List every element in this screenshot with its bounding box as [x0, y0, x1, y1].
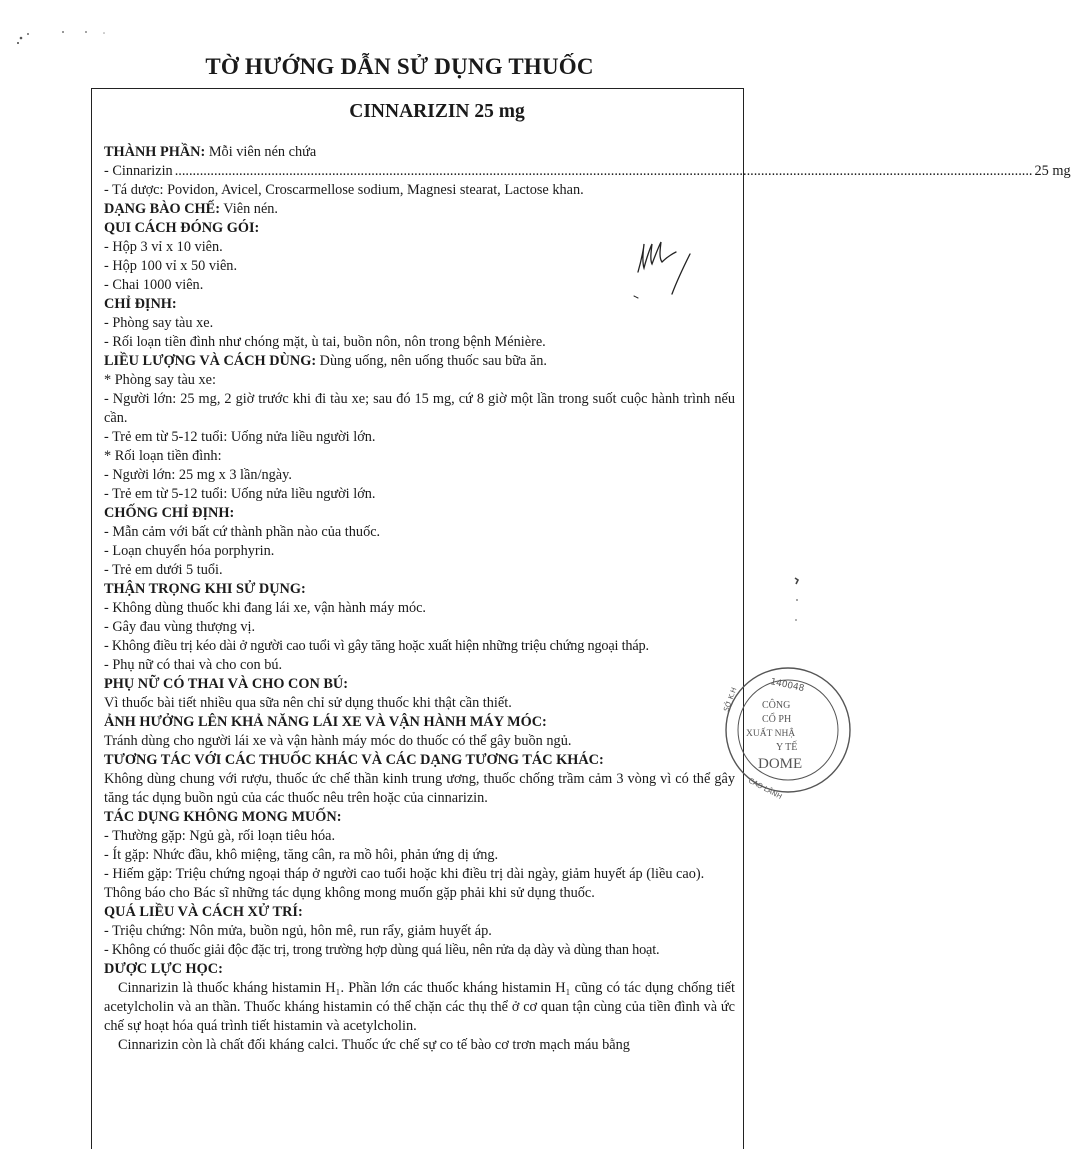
- section-line: [104, 200, 735, 219]
- line-text: - Không có thuốc giải độc đặc trị, trong trường hợp dùng quá liều, nên rửa dạ dày và dùng than hoạt.: [104, 942, 660, 958]
- dot-leader: ................................................................................................................................................................................................................................................: [174, 163, 1033, 179]
- line-text: Mỗi viên nén chứa: [205, 144, 317, 160]
- body-line: [104, 694, 735, 713]
- stamp-number: 140048: [769, 677, 806, 695]
- body-line: [104, 941, 735, 960]
- line-text: - Triệu chứng: Nôn mửa, buồn ngủ, hôn mê, run rẩy, giảm huyết áp.: [104, 923, 492, 939]
- body-line: [104, 865, 735, 884]
- product-name: CINNARIZIN 25 mg: [349, 101, 525, 122]
- section-heading: CHỐNG CHỈ ĐỊNH:: [104, 505, 235, 521]
- line-text: Không dùng chung với rượu, thuốc ức chế thần kinh trung ương, thuốc chống trầm cảm 3 vòng vì có thể gây tăng tác dụng buồn ngủ của các thuốc nêu trên hoặc của cinnarizin.: [104, 771, 735, 806]
- body-line: [104, 1036, 735, 1055]
- section-heading: THẬN TRỌNG KHI SỬ DỤNG:: [104, 581, 306, 597]
- body-line: [104, 846, 735, 865]
- section-heading: THÀNH PHẦN:: [104, 144, 206, 160]
- line-text: Viên nén.: [219, 201, 279, 217]
- line-text: * Rối loạn tiền đình:: [104, 448, 222, 464]
- line-text: Thông báo cho Bác sĩ những tác dụng không mong muốn gặp phải khi sử dụng thuốc.: [104, 885, 595, 901]
- section-line: [104, 352, 735, 371]
- line-text: - Phòng say tàu xe.: [104, 315, 214, 331]
- section-line: [104, 675, 735, 694]
- section-line: [104, 219, 735, 238]
- body-line: [104, 428, 735, 447]
- scan-edge-marks: [786, 570, 799, 640]
- line-text: - Không dùng thuốc khi đang lái xe, vận hành máy móc.: [104, 600, 427, 616]
- line-text: Dùng uống, nên uống thuốc sau bữa ăn.: [316, 353, 547, 369]
- line-text: - Chai 1000 viên.: [104, 277, 204, 293]
- section-heading: PHỤ NỮ CÓ THAI VÀ CHO CON BÚ:: [104, 676, 348, 692]
- line-text: - Người lớn: 25 mg, 2 giờ trước khi đi tàu xe; sau đó 15 mg, cứ 8 giờ một lần trong suốt cuộc hành trình nếu cần.: [104, 391, 735, 426]
- line-text: Cinnarizin là thuốc kháng histamin H₁. Phần lớn các thuốc kháng histamin H₁ cũng có tác dụng chống tiết acetylcholin và an thần. Thuốc kháng histamin có thể chặn các thụ thể ở cơ quan tận cùng của tiền đình và ức chế sự hoạt hóa quá trình tiết histamin và acetylcholin.: [104, 980, 735, 1034]
- line-text: - Người lớn: 25 mg x 3 lần/ngày.: [104, 467, 292, 483]
- stamp-line: SỞ K.H: [722, 686, 739, 713]
- body-line: [104, 637, 735, 656]
- line-text: * Phòng say tàu xe:: [104, 372, 216, 388]
- section-heading: DẠNG BÀO CHẾ:: [104, 201, 220, 217]
- line-text: - Rối loạn tiền đình như chóng mặt, ù tai, buồn nôn, nôn trong bệnh Ménière.: [104, 334, 546, 350]
- body-line: [104, 333, 735, 352]
- stamp-line: CỔ PH: [762, 714, 792, 725]
- line-text: - Thường gặp: Ngủ gà, rối loạn tiêu hóa.: [104, 828, 336, 844]
- body-line: [104, 561, 735, 580]
- body-line: [104, 542, 735, 561]
- body-line: [104, 390, 735, 428]
- line-text: Vì thuốc bài tiết nhiều qua sữa nên chỉ sử dụng thuốc khi thật cần thiết.: [104, 695, 512, 711]
- section-heading: CHỈ ĐỊNH:: [104, 296, 177, 312]
- line-text: Cinnarizin còn là chất đối kháng calci. Thuốc ức chế sự co tế bào cơ trơn mạch máu bằng: [118, 1037, 630, 1053]
- line-text: - Hộp 3 vỉ x 10 viên.: [104, 239, 223, 255]
- line-text: Tránh dùng cho người lái xe và vận hành máy móc do thuốc có thể gây buồn ngủ.: [104, 733, 572, 749]
- body-line: [104, 371, 735, 390]
- body-line: [104, 827, 735, 846]
- body-line: [104, 884, 735, 903]
- body-line: [104, 181, 735, 200]
- page-title: TỜ HƯỚNG DẪN SỬ DỤNG THUỐC: [205, 54, 594, 79]
- line-text: - Phụ nữ có thai và cho con bú.: [104, 657, 283, 673]
- section-line: [104, 580, 735, 599]
- body-line: [104, 485, 735, 504]
- body-line: [104, 979, 735, 1036]
- line-text: - Hiếm gặp: Triệu chứng ngoại tháp ở người cao tuổi hoặc khi điều trị dài ngày, giảm huyết áp (liều cao).: [104, 866, 705, 882]
- body-line: [104, 656, 735, 675]
- scan-specks: [18, 18, 138, 48]
- section-line: [104, 808, 735, 827]
- body-line: [104, 466, 735, 485]
- line-text: - Trẻ em từ 5-12 tuổi: Uống nửa liều người lớn.: [104, 429, 376, 445]
- line-text: - Mẫn cảm với bất cứ thành phần nào của thuốc.: [104, 524, 381, 540]
- stamp-line: CAO LÃNH: [747, 776, 784, 801]
- section-heading: QUI CÁCH ĐÓNG GÓI:: [104, 220, 260, 236]
- ingredient-amount: 25 mg: [1034, 163, 1071, 179]
- section-heading: TÁC DỤNG KHÔNG MONG MUỐN:: [104, 809, 342, 825]
- section-heading: LIỀU LƯỢNG VÀ CÁCH DÙNG:: [104, 353, 317, 369]
- section-heading: QUÁ LIỀU VÀ CÁCH XỬ TRÍ:: [104, 904, 303, 920]
- stamp-line: Y TẾ: [776, 742, 798, 753]
- body-line: [104, 732, 735, 751]
- line-text: - Loạn chuyển hóa porphyrin.: [104, 543, 275, 559]
- body-line: [104, 314, 735, 333]
- official-stamp: [718, 664, 808, 801]
- section-line: [104, 960, 735, 979]
- section-line: [104, 903, 735, 922]
- stamp-line: DOME: [758, 756, 803, 772]
- body-line: [104, 770, 735, 808]
- section-line: [104, 143, 735, 162]
- line-text: - Trẻ em dưới 5 tuổi.: [104, 562, 223, 578]
- ingredient-line: [104, 162, 1071, 181]
- line-text: - Gây đau vùng thượng vị.: [104, 619, 256, 635]
- section-line: [104, 751, 735, 770]
- line-text: - Tá dược: Povidon, Avicel, Croscarmellose sodium, Magnesi stearat, Lactose khan.: [104, 182, 584, 198]
- section-heading: TƯƠNG TÁC VỚI CÁC THUỐC KHÁC VÀ CÁC DẠNG TƯƠNG TÁC KHÁC:: [104, 752, 604, 768]
- line-text: - Trẻ em từ 5-12 tuổi: Uống nửa liều người lớn.: [104, 486, 376, 502]
- signature-icon: [632, 238, 708, 300]
- line-text: - Ít gặp: Nhức đầu, khô miệng, tăng cân, ra mồ hôi, phản ứng dị ứng.: [104, 847, 499, 863]
- body-line: [104, 599, 735, 618]
- body-line: [104, 447, 735, 466]
- stamp-line: CÔNG: [762, 700, 791, 711]
- body-line: [104, 922, 735, 941]
- ingredient-name: - Cinnarizin: [104, 163, 173, 179]
- line-text: - Hộp 100 vỉ x 50 viên.: [104, 258, 238, 274]
- stamp-line: XUẤT NHẬ: [746, 729, 796, 739]
- line-text: - Không điều trị kéo dài ở người cao tuổi vì gây tăng hoặc xuất hiện những triệu chứng ngoại tháp.: [104, 638, 649, 654]
- body-line: [104, 618, 735, 637]
- body-line: [104, 523, 735, 542]
- section-line: [104, 713, 735, 732]
- section-heading: ẢNH HƯỞNG LÊN KHẢ NĂNG LÁI XE VÀ VẬN HÀNH MÁY MÓC:: [104, 714, 547, 730]
- section-line: [104, 504, 735, 523]
- section-heading: DƯỢC LỰC HỌC:: [104, 961, 223, 977]
